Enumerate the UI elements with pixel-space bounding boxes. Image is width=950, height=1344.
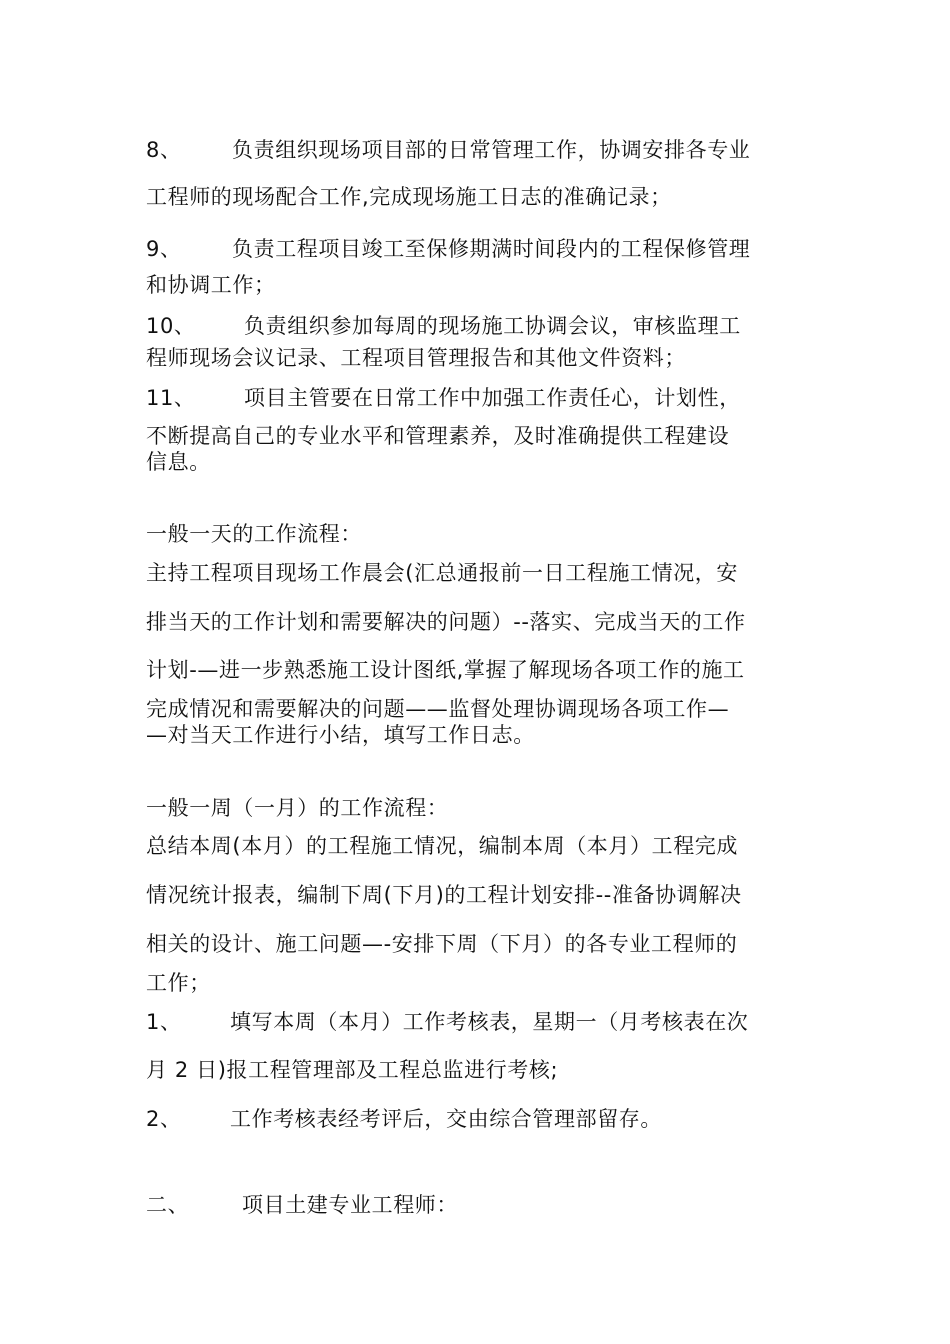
item-9-line-1 [146,236,750,262]
item-8-line-2: 工程师的现场配合工作,完成现场施工日志的准确记录； [146,185,672,209]
item-8-line-1 [146,137,750,163]
daily-line: 完成情况和需要解决的问题——监督处理协调现场各项工作— [146,697,730,721]
weekly-line: 相关的设计、施工问题—-安排下周（下月）的各专业工程师的 [146,932,738,956]
item-text: 填写本周（本月）工作考核表，星期一（月考核表在次 [230,1010,749,1034]
item-number: 2、 [146,1107,182,1131]
item-number: 11、 [146,386,196,410]
weekly-item-2-line-1 [146,1106,662,1132]
weekly-item-1-line-1 [146,1009,748,1035]
section-2-heading [146,1192,458,1218]
section-title: 项目土建专业工程师： [242,1193,458,1217]
item-11-line-1 [146,385,741,411]
daily-line: —对当天工作进行小结，填写工作日志。 [146,723,535,747]
item-number: 9、 [146,237,182,261]
daily-line: 排当天的工作计划和需要解决的问题）--落实、完成当天的工作 [146,610,746,634]
item-number: 10、 [146,314,196,338]
item-text: 负责组织参加每周的现场施工协调会议，审核监理工 [244,314,741,338]
item-text: 项目主管要在日常工作中加强工作责任心，计划性， [244,386,741,410]
weekly-heading: 一般一周（一月）的工作流程： [146,796,449,820]
daily-heading: 一般一天的工作流程： [146,522,362,546]
item-number: 1、 [146,1010,182,1034]
item-text: 负责工程项目竣工至保修期满时间段内的工程保修管理 [232,237,751,261]
daily-line: 主持工程项目现场工作晨会(汇总通报前一日工程施工情况，安 [146,561,738,585]
item-number: 8、 [146,138,182,162]
section-number: 二、 [146,1193,190,1217]
item-11-line-3: 信息。 [146,450,211,474]
weekly-item-1-line-2: 月 2 日)报工程管理部及工程总监进行考核; [146,1058,559,1082]
item-10-line-1 [146,313,741,339]
item-9-line-2: 和协调工作； [146,273,276,297]
weekly-line: 总结本周(本月）的工程施工情况，编制本周（本月）工程完成 [146,834,738,858]
weekly-line: 工作； [146,971,211,995]
item-10-line-2: 程师现场会议记录、工程项目管理报告和其他文件资料； [146,346,686,370]
weekly-line: 情况统计报表，编制下周(下月)的工程计划安排--准备协调解决 [146,883,742,907]
daily-line: 计划-—进一步熟悉施工设计图纸,掌握了解现场各项工作的施工 [146,658,745,682]
item-text: 工作考核表经考评后，交由综合管理部留存。 [230,1107,662,1131]
item-11-line-2: 不断提高自己的专业水平和管理素养，及时准确提供工程建设 [146,424,730,448]
item-text: 负责组织现场项目部的日常管理工作，协调安排各专业 [232,138,751,162]
